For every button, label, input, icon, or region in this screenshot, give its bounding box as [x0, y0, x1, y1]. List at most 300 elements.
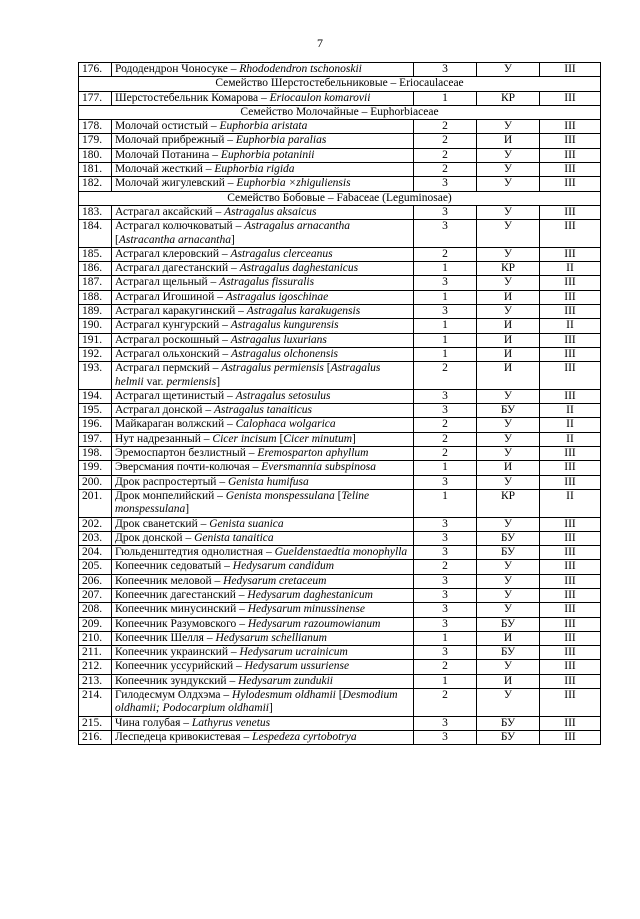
species-name-cell — [112, 546, 414, 560]
synonym-name: Astragalus helmii — [115, 362, 381, 388]
row-number: 198. — [79, 447, 112, 461]
russian-name: Копеечник седоватый — [115, 560, 222, 573]
name-separator: – — [236, 603, 248, 616]
latin-name: Hylodesmum oldhamii — [232, 689, 336, 702]
russian-name: Копеечник Разумовского — [115, 617, 237, 630]
latin-name: Euphorbia ×zhiguliensis — [236, 177, 351, 190]
category-value: III — [540, 205, 601, 219]
family-name: Семейство Шерстостебельниковые – Eriocaulaceae — [79, 77, 601, 91]
row-number: 195. — [79, 404, 112, 418]
russian-name: Молочай остистый — [115, 120, 208, 133]
category-value: III — [540, 730, 601, 744]
count-value: 3 — [414, 646, 477, 660]
latin-name: Euphorbia aristata — [219, 120, 308, 133]
russian-name: Эверсмания почти-колючая — [115, 461, 250, 474]
latin-name: Genista suanica — [209, 517, 284, 530]
latin-name: Lathyrus venetus — [191, 716, 271, 729]
category-value: III — [540, 247, 601, 261]
species-name-cell — [112, 319, 414, 333]
row-number: 184. — [79, 220, 112, 248]
name-separator: – — [214, 489, 226, 502]
count-value: 3 — [414, 730, 477, 744]
category-value: III — [540, 120, 601, 134]
category-value: III — [540, 716, 601, 730]
latin-name: Hedysarum cretaceum — [223, 574, 327, 587]
name-separator: – — [249, 461, 262, 474]
count-value: 3 — [414, 389, 477, 403]
category-value: III — [540, 290, 601, 304]
table-row — [79, 447, 601, 461]
table-row — [79, 517, 601, 531]
count-value: 1 — [414, 489, 477, 517]
category-value: II — [540, 432, 601, 446]
latin-name: Hedysarum schellianum — [215, 631, 327, 644]
russian-name: Астрагал кунгурский — [115, 319, 220, 332]
count-value: 2 — [414, 362, 477, 390]
species-name-cell — [112, 461, 414, 475]
table-row — [79, 134, 601, 148]
table-row — [79, 730, 601, 744]
status-value: У — [477, 247, 540, 261]
name-separator: – — [202, 163, 215, 176]
species-name-cell — [112, 716, 414, 730]
row-number: 206. — [79, 574, 112, 588]
status-value: БУ — [477, 730, 540, 744]
category-value: III — [540, 660, 601, 674]
count-value: 2 — [414, 447, 477, 461]
row-number: 211. — [79, 646, 112, 660]
latin-name: Astragalus tanaiticus — [213, 404, 313, 417]
category-value: II — [540, 489, 601, 517]
russian-name: Эремоспартон безлистный — [115, 447, 246, 460]
count-value: 1 — [414, 631, 477, 645]
species-name-cell — [112, 404, 414, 418]
latin-name: Eremosparton aphyllum — [257, 447, 369, 460]
status-value: У — [477, 305, 540, 319]
russian-name: Гюльденштедтия однолистная — [115, 546, 264, 559]
status-value: И — [477, 319, 540, 333]
synonym-name: Cicer minutum — [283, 432, 353, 445]
row-number: 180. — [79, 148, 112, 162]
latin-name: Hedysarum ucrainicum — [239, 646, 348, 659]
name-separator: ] — [185, 503, 190, 516]
category-value: III — [540, 305, 601, 319]
russian-name: Копеечник Шелля — [115, 631, 204, 644]
russian-name: Копеечник дагестанский — [115, 588, 236, 601]
category-value: III — [540, 646, 601, 660]
russian-name: Дрок донской — [115, 531, 183, 544]
table-row — [79, 603, 601, 617]
name-separator: – — [219, 333, 231, 346]
russian-name: Молочай жесткий — [115, 163, 203, 176]
category-value: III — [540, 689, 601, 717]
status-value: У — [477, 603, 540, 617]
species-name-cell — [112, 560, 414, 574]
russian-name: Астрагал каракугинский — [115, 305, 236, 318]
count-value: 1 — [414, 674, 477, 688]
table-row — [79, 660, 601, 674]
row-number: 178. — [79, 120, 112, 134]
table-row — [79, 560, 601, 574]
category-value: III — [540, 333, 601, 347]
russian-name: Шерстостебельник Комарова — [115, 91, 259, 104]
name-separator: – — [220, 689, 233, 702]
status-value: У — [477, 177, 540, 191]
count-value: 3 — [414, 617, 477, 631]
status-value: БУ — [477, 404, 540, 418]
row-number: 182. — [79, 177, 112, 191]
name-separator: – — [218, 247, 231, 260]
latin-name: Eriocaulon komarovii — [269, 91, 371, 104]
russian-name: Копеечник минусинский — [115, 603, 237, 616]
category-value: III — [540, 276, 601, 290]
table-row — [79, 389, 601, 403]
category-value: III — [540, 220, 601, 248]
species-name-cell — [112, 148, 414, 162]
table-row — [79, 347, 601, 361]
category-value: III — [540, 447, 601, 461]
status-value: БУ — [477, 716, 540, 730]
russian-name: Астрагал дагестанский — [115, 262, 229, 275]
count-value: 2 — [414, 432, 477, 446]
row-number: 203. — [79, 531, 112, 545]
row-number: 207. — [79, 588, 112, 602]
row-number: 192. — [79, 347, 112, 361]
name-separator: – — [219, 319, 231, 332]
species-name-cell — [112, 432, 414, 446]
row-number: 213. — [79, 674, 112, 688]
table-row — [79, 489, 601, 517]
row-number: 208. — [79, 603, 112, 617]
species-name-cell — [112, 489, 414, 517]
category-value: III — [540, 148, 601, 162]
species-name-cell — [112, 163, 414, 177]
species-name-cell — [112, 134, 414, 148]
russian-name: Астрагал Игошиной — [115, 290, 215, 303]
status-value: КР — [477, 262, 540, 276]
count-value: 3 — [414, 574, 477, 588]
russian-name: Астрагал колючковатый — [115, 220, 233, 233]
table-row — [79, 716, 601, 730]
count-value: 3 — [414, 475, 477, 489]
name-separator: – — [212, 205, 225, 218]
table-row — [79, 404, 601, 418]
row-number: 188. — [79, 290, 112, 304]
russian-name: Копеечник зундукский — [115, 674, 227, 687]
status-value: У — [477, 63, 540, 77]
species-name-cell — [112, 262, 414, 276]
name-separator: – — [216, 475, 228, 488]
status-value: У — [477, 588, 540, 602]
name-separator: var. — [143, 375, 167, 388]
table-row — [79, 362, 601, 390]
status-value: У — [477, 475, 540, 489]
count-value: 1 — [414, 347, 477, 361]
row-number: 185. — [79, 247, 112, 261]
row-number: 183. — [79, 205, 112, 219]
russian-name: Нут надрезанный — [115, 432, 201, 445]
species-name-cell — [112, 347, 414, 361]
name-separator: ] — [352, 432, 356, 445]
family-name: Семейство Молочайные – Euphorbiaceae — [79, 105, 601, 119]
category-value: III — [540, 163, 601, 177]
name-separator: – — [236, 617, 248, 630]
species-name-cell — [112, 631, 414, 645]
name-separator: – — [180, 716, 192, 729]
count-value: 2 — [414, 134, 477, 148]
status-value: КР — [477, 489, 540, 517]
row-number: 186. — [79, 262, 112, 276]
row-number: 209. — [79, 617, 112, 631]
species-name-cell — [112, 333, 414, 347]
name-separator: – — [232, 220, 245, 233]
category-value: III — [540, 177, 601, 191]
status-value: И — [477, 362, 540, 390]
species-name-cell — [112, 418, 414, 432]
row-number: 190. — [79, 319, 112, 333]
russian-name: Чина голубая — [115, 716, 181, 729]
species-name-cell — [112, 362, 414, 390]
species-name-cell — [112, 91, 414, 105]
row-number: 181. — [79, 163, 112, 177]
species-name-cell — [112, 660, 414, 674]
latin-name: Astragalus fissuralis — [219, 276, 315, 289]
status-value: У — [477, 418, 540, 432]
name-separator: – — [219, 347, 231, 360]
russian-name: Астрагал щельный — [115, 276, 208, 289]
count-value: 2 — [414, 418, 477, 432]
count-value: 1 — [414, 290, 477, 304]
name-separator: [ — [115, 233, 119, 246]
row-number: 216. — [79, 730, 112, 744]
count-value: 3 — [414, 276, 477, 290]
category-value: III — [540, 63, 601, 77]
table-row — [79, 418, 601, 432]
latin-name: Hedysarum zundukii — [238, 674, 333, 687]
latin-name: Hedysarum razoumowianum — [247, 617, 381, 630]
table-row — [79, 163, 601, 177]
latin-name: Hedysarum ussuriense — [244, 660, 350, 673]
table-row — [79, 120, 601, 134]
latin-name: Astragalus aksaicus — [224, 205, 317, 218]
count-value: 3 — [414, 603, 477, 617]
status-value: У — [477, 517, 540, 531]
family-header-row — [79, 105, 601, 119]
table-row — [79, 220, 601, 248]
latin-name: Astragalus igoschinae — [225, 290, 329, 303]
status-value: И — [477, 333, 540, 347]
category-value: III — [540, 475, 601, 489]
status-value: У — [477, 660, 540, 674]
status-value: У — [477, 389, 540, 403]
status-value: И — [477, 674, 540, 688]
count-value: 1 — [414, 333, 477, 347]
row-number: 212. — [79, 660, 112, 674]
status-value: У — [477, 560, 540, 574]
name-separator: – — [207, 120, 220, 133]
count-value: 3 — [414, 63, 477, 77]
name-separator: – — [182, 531, 195, 544]
name-separator: – — [200, 432, 213, 445]
species-name-cell — [112, 63, 414, 77]
status-value: У — [477, 574, 540, 588]
category-value: III — [540, 603, 601, 617]
name-separator: [ — [335, 689, 343, 702]
row-number: 202. — [79, 517, 112, 531]
russian-name: Гилодесмум Олдхэма — [115, 689, 221, 702]
count-value: 1 — [414, 461, 477, 475]
latin-name: Astragalus luxurians — [230, 333, 327, 346]
synonym-name: permiensis — [166, 375, 217, 388]
species-name-cell — [112, 120, 414, 134]
species-name-cell — [112, 574, 414, 588]
count-value: 3 — [414, 716, 477, 730]
name-separator: – — [197, 517, 210, 530]
latin-name: Euphorbia rigida — [214, 163, 295, 176]
row-number: 176. — [79, 63, 112, 77]
name-separator: [ — [276, 432, 284, 445]
name-separator: – — [224, 134, 236, 147]
name-separator: – — [233, 660, 245, 673]
latin-name: Genista humifusa — [227, 475, 309, 488]
species-name-cell — [112, 305, 414, 319]
latin-name: Astragalus arnacantha — [244, 220, 350, 233]
table-row — [79, 148, 601, 162]
status-value: У — [477, 432, 540, 446]
species-name-cell — [112, 603, 414, 617]
status-value: И — [477, 290, 540, 304]
count-value: 3 — [414, 305, 477, 319]
name-separator: [ — [334, 489, 342, 502]
table-row — [79, 617, 601, 631]
row-number: 194. — [79, 389, 112, 403]
species-name-cell — [112, 220, 414, 248]
name-separator: – — [263, 546, 275, 559]
table-row — [79, 531, 601, 545]
name-separator: – — [203, 631, 216, 644]
status-value: БУ — [477, 531, 540, 545]
status-value: У — [477, 447, 540, 461]
count-value: 1 — [414, 262, 477, 276]
table-row — [79, 319, 601, 333]
latin-name: Euphorbia potaninii — [220, 148, 315, 161]
count-value: 2 — [414, 660, 477, 674]
russian-name: Астрагал донской — [115, 404, 203, 417]
status-value: КР — [477, 91, 540, 105]
count-value: 1 — [414, 91, 477, 105]
family-header-row — [79, 77, 601, 91]
latin-name: Hedysarum daghestanicum — [247, 588, 373, 601]
family-name: Семейство Бобовые – Fabaceae (Leguminosae) — [79, 191, 601, 205]
russian-name: Леспедеца кривокистевая — [115, 730, 241, 743]
status-value: У — [477, 163, 540, 177]
latin-name: Astragalus daghestanicus — [239, 262, 359, 275]
count-value: 3 — [414, 220, 477, 248]
species-name-cell — [112, 276, 414, 290]
latin-name: Gueldenstaedtia monophylla — [274, 546, 408, 559]
russian-name: Рододендрон Чоносуке — [115, 63, 228, 75]
status-value: БУ — [477, 546, 540, 560]
table-row — [79, 305, 601, 319]
synonym-name: Desmodium oldhamii; Podocarpium oldhamii — [115, 689, 398, 715]
table-row — [79, 205, 601, 219]
row-number: 196. — [79, 418, 112, 432]
synonym-name: Teline monspessulana — [115, 489, 370, 516]
name-separator: – — [224, 177, 237, 190]
count-value: 3 — [414, 517, 477, 531]
table-row — [79, 631, 601, 645]
name-separator: – — [240, 730, 253, 743]
category-value: III — [540, 560, 601, 574]
category-value: III — [540, 588, 601, 602]
russian-name: Астрагал пермский — [115, 362, 210, 375]
synonym-name: Astracantha arnacantha — [118, 233, 231, 246]
latin-name: Eversmannia subspinosa — [261, 461, 376, 474]
name-separator: – — [207, 276, 220, 289]
table-row — [79, 475, 601, 489]
species-name-cell — [112, 517, 414, 531]
russian-name: Астрагал аксайский — [115, 205, 213, 218]
species-name-cell — [112, 177, 414, 191]
category-value: III — [540, 362, 601, 390]
latin-name: Lespedeza cyrtobotrya — [252, 730, 357, 743]
table-row — [79, 333, 601, 347]
row-number: 179. — [79, 134, 112, 148]
count-value: 1 — [414, 319, 477, 333]
latin-name: Euphorbia paralias — [235, 134, 327, 147]
table-body — [79, 63, 601, 745]
status-value: У — [477, 205, 540, 219]
category-value: II — [540, 319, 601, 333]
russian-name: Астрагал клеровский — [115, 247, 219, 260]
latin-name: Calophaca wolgarica — [235, 418, 336, 431]
count-value: 2 — [414, 689, 477, 717]
species-name-cell — [112, 730, 414, 744]
row-number: 177. — [79, 91, 112, 105]
count-value: 3 — [414, 588, 477, 602]
species-name-cell — [112, 290, 414, 304]
russian-name: Молочай прибрежный — [115, 134, 225, 147]
name-separator: – — [209, 148, 221, 161]
category-value: III — [540, 134, 601, 148]
name-separator: – — [226, 674, 239, 687]
species-name-cell — [112, 617, 414, 631]
row-number: 197. — [79, 432, 112, 446]
status-value: И — [477, 631, 540, 645]
name-separator: – — [227, 63, 240, 75]
russian-name: Копеечник меловой — [115, 574, 212, 587]
species-name-cell — [112, 205, 414, 219]
count-value: 2 — [414, 120, 477, 134]
category-value: III — [540, 517, 601, 531]
species-name-cell — [112, 447, 414, 461]
count-value: 2 — [414, 163, 477, 177]
name-separator: – — [202, 404, 214, 417]
species-name-cell — [112, 588, 414, 602]
table-row — [79, 588, 601, 602]
status-value: У — [477, 148, 540, 162]
count-value: 3 — [414, 546, 477, 560]
russian-name: Молочай Потанина — [115, 148, 210, 161]
count-value: 2 — [414, 560, 477, 574]
latin-name: Genista monspessulana — [225, 489, 335, 502]
name-separator: – — [235, 588, 248, 601]
name-separator: [ — [323, 362, 331, 375]
table-row — [79, 247, 601, 261]
latin-name: Cicer incisum — [212, 432, 277, 445]
status-value: БУ — [477, 617, 540, 631]
latin-name: Astragalus olchonensis — [230, 347, 338, 360]
